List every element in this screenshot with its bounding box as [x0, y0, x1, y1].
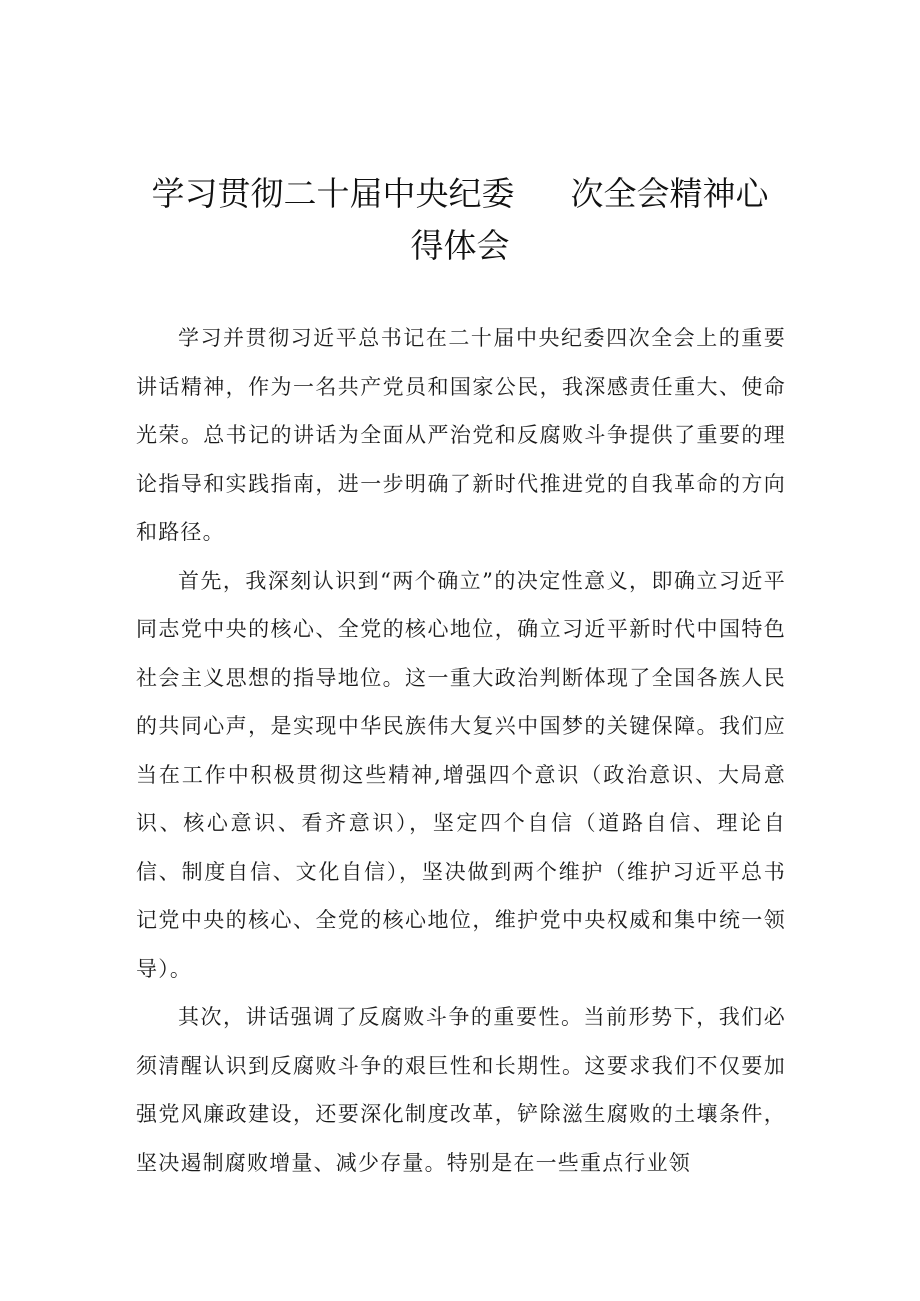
paragraph-2: 首先，我深刻认识到“两个确立”的决定性意义，即确立习近平同志党中央的核心、全党的核心地位，确立习近平新时代中国特色社会主义思想的指导地位。这一重大政治判断体现了全国各族人民的共同心声，是实现中华民族伟大复兴中国梦的关键保障。我们应当在工作中积极贯彻这些精神,增强四个意识（政治意识、大局意识、核心意识、看齐意识），坚定四个自信（道路自信、理论自信、制度自信、文化自信），坚决做到两个维护（维护习近平总书记党中央的核心、全党的核心地位，维护党中央权威和集中统一领导）。	[136, 568, 786, 981]
title-line-1-part-2: 次全会精神心	[570, 174, 769, 213]
title-line-1	[120, 168, 800, 220]
paragraph-1: 学习并贯彻习近平总书记在二十届中央纪委四次全会上的重要讲话精神，作为一名共产党员和国家公民，我深感责任重大、使命光荣。总书记的讲话为全面从严治党和反腐败斗争提供了重要的理论指导和实践指南，进一步明确了新时代推进党的自我革命的方向和路径。	[136, 326, 786, 544]
document-body	[136, 314, 786, 1187]
title-line-1-part-1: 学习贯彻二十届中央纪委	[151, 174, 515, 213]
document-title	[120, 168, 800, 272]
title-line-2: 得体会	[410, 226, 510, 265]
paragraph-3: 其次，讲话强调了反腐败斗争的重要性。当前形势下，我们必须清醒认识到反腐败斗争的艰巨性和长期性。这要求我们不仅要加强党风廉政建设，还要深化制度改革，铲除滋生腐败的土壤条件，坚决遏制腐败增量、减少存量。特别是在一些重点行业领	[136, 1005, 786, 1175]
